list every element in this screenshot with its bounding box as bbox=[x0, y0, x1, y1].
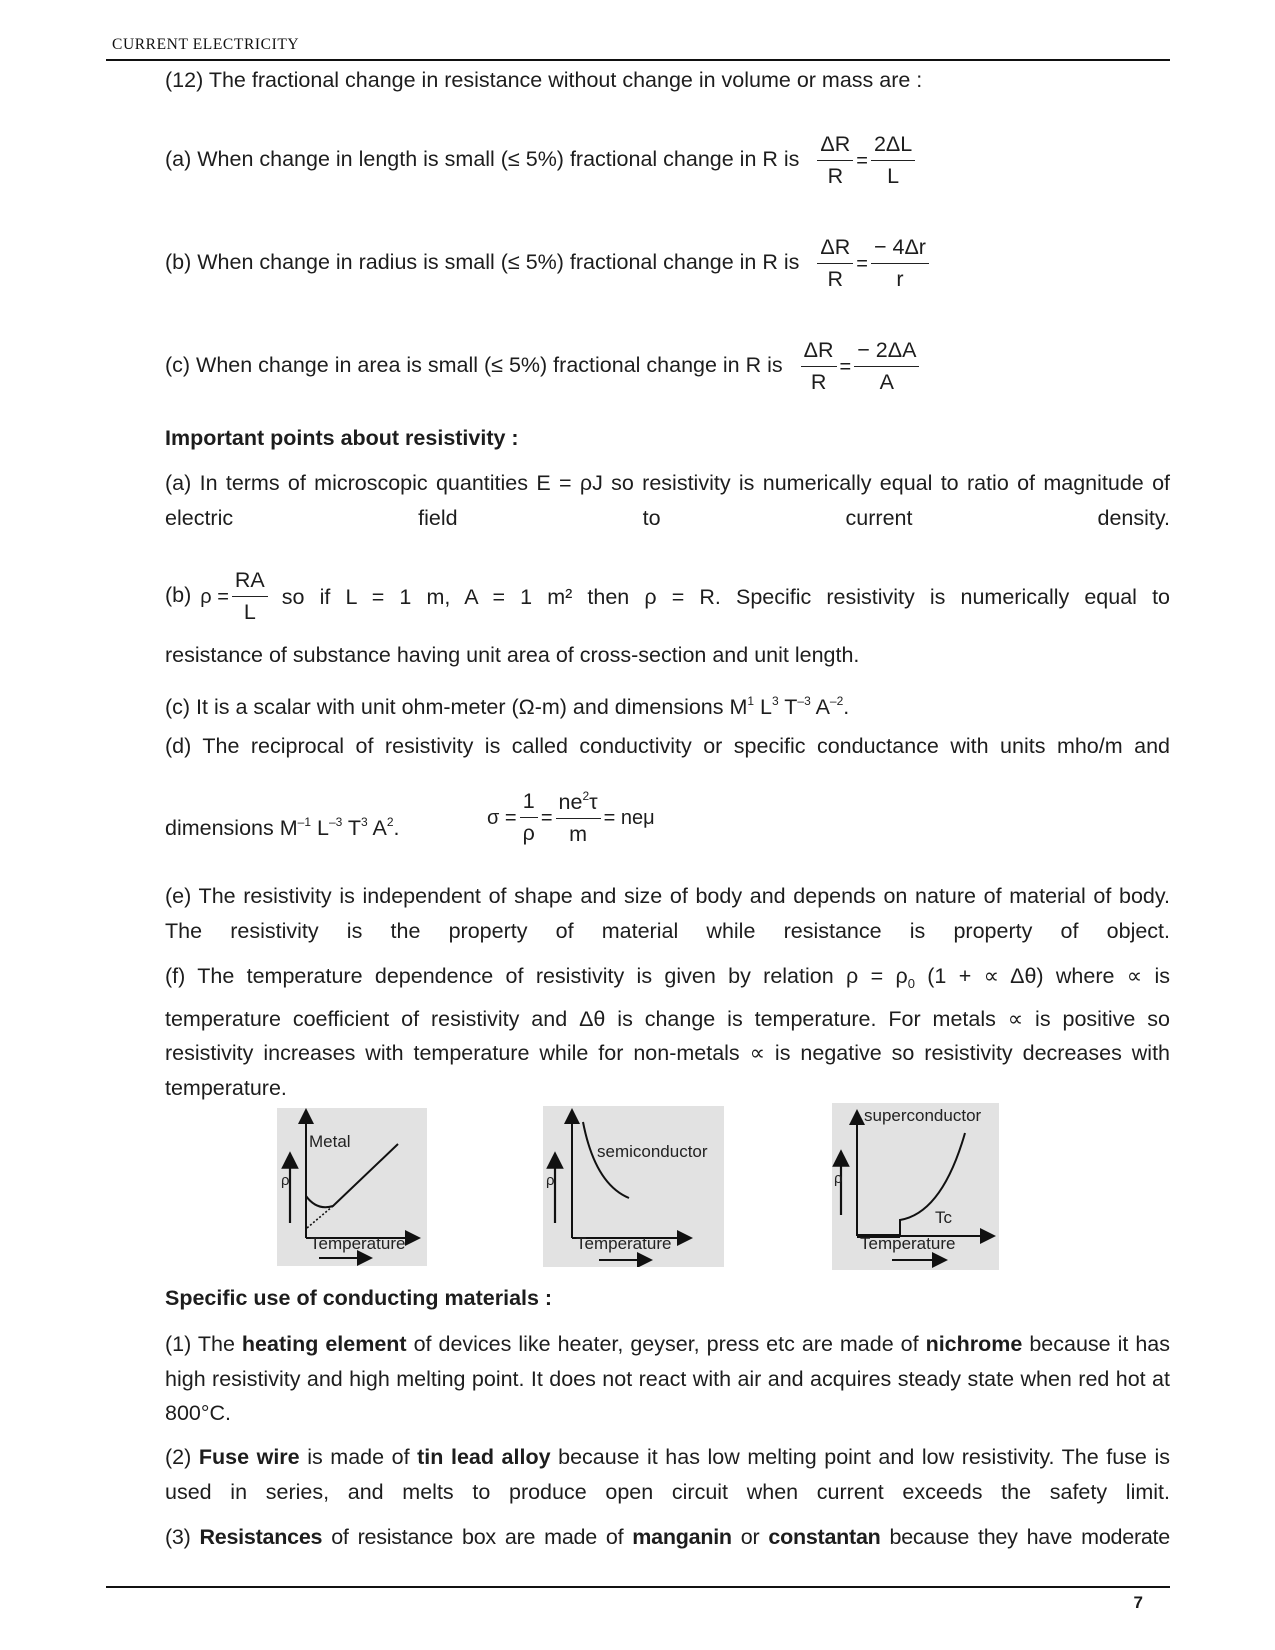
fraction-rhs: $\frac{2\Delta L}{L}$ bbox=[871, 134, 915, 187]
conductivity-dimensions: dimensions $M^{-1}$ $L^{-3}$ $T^3$ $A^2$. bbox=[165, 815, 400, 840]
footer-rule bbox=[106, 1586, 1170, 1588]
graph-title: semiconductor bbox=[597, 1142, 708, 1161]
superconductor-resistivity-graph bbox=[832, 1103, 999, 1270]
running-title: CURRENT ELECTRICITY bbox=[112, 36, 300, 53]
y-axis-label: ρ bbox=[546, 1172, 555, 1189]
x-axis-label: Temperature bbox=[576, 1234, 672, 1253]
use-resistance-box: (3) Resistances of resistance box are made of manganin or constantan because they have moderate bbox=[165, 1525, 1170, 1549]
resistivity-point-d: (d) The reciprocal of resistivity is called conductivity or specific conductance with units mho/m and bbox=[165, 734, 1170, 758]
x-axis-label: Temperature bbox=[860, 1234, 956, 1253]
tc-marker-label: Tc bbox=[935, 1208, 952, 1227]
resistivity-point-b-cont: resistance of substance having unit area of cross-section and unit length. bbox=[165, 643, 860, 667]
item-text: (a) When change in length is small (≤ 5%) fractional change in R is bbox=[165, 147, 800, 172]
y-axis-label: ρ bbox=[281, 1172, 290, 1189]
fractional-change-length: (a) When change in length is small (≤ 5%) fractional change in R is $\frac{\Delta R}{R}$ = $\frac{2\Delta L}{L}$ bbox=[165, 134, 915, 187]
superconductor-curve bbox=[900, 1133, 965, 1236]
fraction-lhs: $\frac{\Delta R}{R}$ bbox=[817, 237, 853, 290]
semiconductor-resistivity-graph bbox=[543, 1106, 724, 1267]
metal-resistivity-graph bbox=[277, 1108, 427, 1266]
fraction-rhs: $\frac{- 4\Delta r}{r}$ bbox=[871, 237, 929, 290]
header-rule bbox=[106, 59, 1170, 61]
fractional-change-area: (c) When change in area is small (≤ 5%) fractional change in R is $\frac{\Delta R}{R}$ = $\frac{- 2\Delta A}{A}$ bbox=[165, 340, 919, 393]
resistivity-point-a: (a) In terms of microscopic quantities E = ρJ so resistivity is numerically equal to ratio of magnitude of electric field to current density. bbox=[165, 471, 1170, 530]
resistivity-point-e: (e) The resistivity is independent of shape and size of body and depends on nature of material of body. The resistivity is the property of material while resistance is property of object. bbox=[165, 884, 1170, 943]
x-axis-label: Temperature bbox=[310, 1234, 406, 1253]
item-text: (c) When change in area is small (≤ 5%) fractional change in R is bbox=[165, 353, 783, 378]
fraction-one-over-rho: $\frac{1}{\rho}$ bbox=[520, 791, 538, 844]
item-text: (b) When change in radius is small (≤ 5%) fractional change in R is bbox=[165, 250, 800, 275]
fraction-rhs: $\frac{- 2\Delta A}{A}$ bbox=[854, 340, 919, 393]
fraction-lhs: $\frac{\Delta R}{R}$ bbox=[817, 134, 853, 187]
section-12-intro: (12) The fractional change in resistance without change in volume or mass are : bbox=[165, 68, 923, 92]
resistivity-heading: Important points about resistivity : bbox=[165, 426, 519, 450]
extrapolation-dotted bbox=[307, 1206, 333, 1228]
graph-title: Metal bbox=[309, 1132, 351, 1151]
use-fuse-wire: (2) Fuse wire is made of tin lead alloy because it has low melting point and low resistivity. The fuse is used in series, and melts to produce open circuit when current exceeds the safety limit. bbox=[165, 1445, 1170, 1504]
fractional-change-radius: (b) When change in radius is small (≤ 5%) fractional change in R is $\frac{\Delta R}{R}$ = $\frac{- 4\Delta r}{r}$ bbox=[165, 237, 929, 290]
metal-curve bbox=[306, 1144, 398, 1207]
fraction-ne2tau-over-m: $\frac{ne^2\tau}{m}$ bbox=[556, 790, 601, 845]
conductivity-formula: σ = $\frac{1}{\rho}$ = $\frac{ne^2\tau}{m}$ = neμ bbox=[487, 789, 655, 846]
graph-title: superconductor bbox=[864, 1106, 982, 1125]
resistivity-point-c: (c) It is a scalar with unit ohm-meter (Ω-m) and dimensions $M^1$ $L^3$ $T^{-3}$ $A^{-2}$. bbox=[165, 694, 850, 719]
uses-heading: Specific use of conducting materials : bbox=[165, 1286, 553, 1310]
fraction-lhs: $\frac{\Delta R}{R}$ bbox=[801, 340, 837, 393]
rho-fraction: $\frac{RA}{L}$ bbox=[232, 570, 268, 623]
y-axis-label: ρ bbox=[834, 1170, 843, 1187]
use-heating-element: (1) The heating element of devices like heater, geyser, press etc are made of nichrome because it has high resistivity and high melting point. It does not react with air and acquires steady state when red hot at 800°C. bbox=[165, 1332, 1170, 1425]
page-number: 7 bbox=[1133, 1593, 1143, 1612]
resistivity-point-f: (f) The temperature dependence of resistivity is given by relation $\rho = \rho_0$ (1 + ∝ Δθ) where ∝ is temperature coefficient of resistivity and Δθ is change is temperature. For metals ∝ is positive so resistivity increases with temperature while for non-metals ∝ is negative so resistivity decreases with temperature. bbox=[165, 964, 1170, 1100]
resistivity-point-b: (b) ρ = $\frac{RA}{L}$ so if L = 1 m, A = 1 m² then ρ = R. Specific resistivity is numerically equal to bbox=[165, 568, 1170, 624]
